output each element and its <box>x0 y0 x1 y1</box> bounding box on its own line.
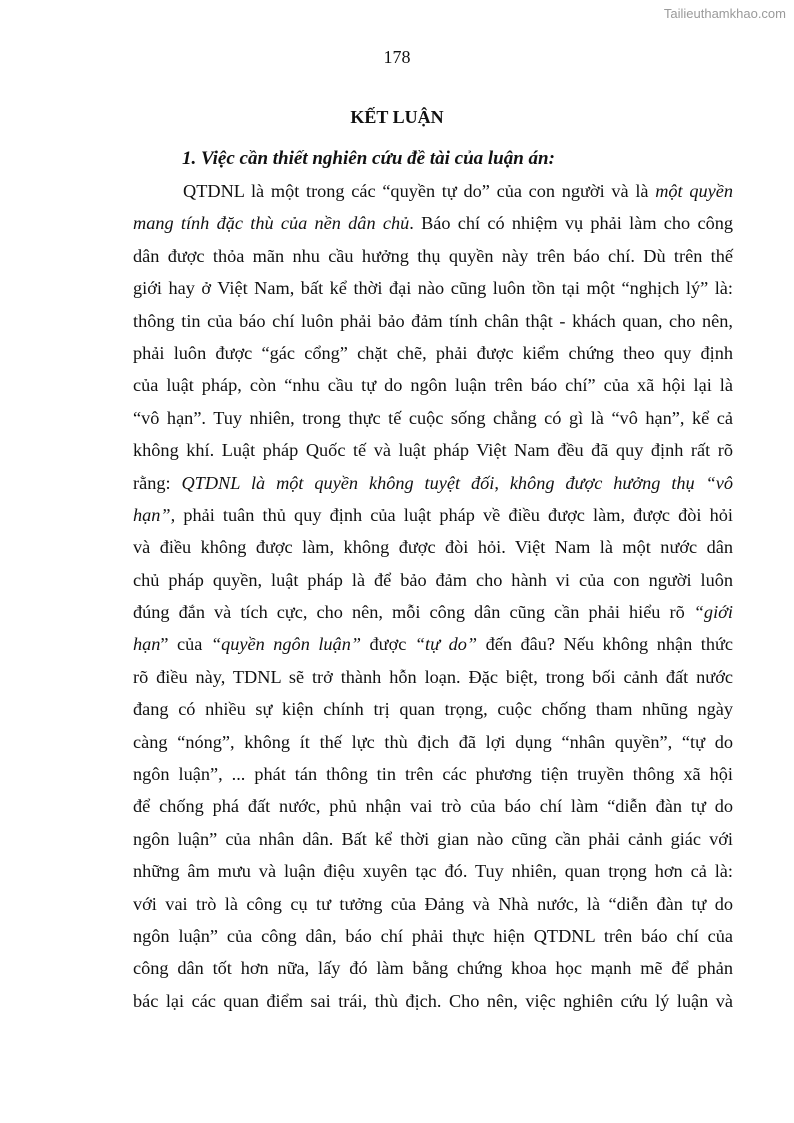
text-line: đang có nhiều sự kiện chính trị quan trọng, cuộc chống tham nhũng ngày <box>133 699 733 720</box>
text-span: đến đâu? Nếu không nhận thức <box>477 634 733 655</box>
text-line: thông tin của báo chí luôn phải bảo đảm tính chân thật - khách quan, cho nên, <box>133 310 733 331</box>
text-line: càng “nóng”, không ít thế lực thù địch đã lợi dụng “nhân quyền”, “tự do <box>133 731 733 752</box>
section-heading: 1. Việc cần thiết nghiên cứu đề tài của luận án: <box>182 148 555 169</box>
text-span: ” của <box>160 634 211 655</box>
page-number: 178 <box>383 47 411 67</box>
text-span: , <box>494 472 510 493</box>
text-span: đúng đắn và tích cực, cho nên, mỗi công dân cũng cần phải hiểu rõ <box>133 602 694 623</box>
text-line: rõ điều này, TDNL sẽ trở thành hỗn loạn. Đặc biệt, trong bối cảnh đất nước <box>133 666 733 687</box>
text-line <box>133 499 733 531</box>
text-line: những âm mưu và luận điệu xuyên tạc đó. Tuy nhiên, quan trọng hơn cả là: <box>133 861 733 882</box>
text-line: dân được thỏa mãn nhu cầu hưởng thụ quyền này trên báo chí. Dù trên thế <box>133 245 733 266</box>
text-line: “vô hạn”. Tuy nhiên, trong thực tế cuộc sống chẳng có gì là “vô hạn”, kể cả <box>133 407 733 428</box>
italic-span: hạn”, <box>133 504 176 525</box>
text-line: chủ pháp quyền, luật pháp là để bảo đảm cho hành vi của con người luôn <box>133 569 733 590</box>
text-line: và điều không được làm, không được đòi hỏi. Việt Nam là một nước dân <box>133 537 733 558</box>
text-line <box>133 207 733 239</box>
text-line: với vai trò là công cụ tư tưởng của Đảng và Nhà nước, là “diễn đàn tự do <box>133 893 733 914</box>
italic-span: “quyền ngôn luận” <box>210 634 362 655</box>
text-span: được <box>361 634 415 655</box>
italic-span: một quyền <box>655 181 733 201</box>
text-line: để chống phá đất nước, phủ nhận vai trò của báo chí làm “diễn đàn tự do <box>133 796 733 817</box>
text-line <box>133 175 733 207</box>
text-span: phải tuân thủ quy định của luật pháp về điều được làm, được đòi hỏi <box>175 504 733 525</box>
text-line <box>133 596 733 628</box>
italic-span: mang tính đặc thù của nền dân chủ <box>133 213 410 234</box>
italic-span: hạn <box>133 634 161 655</box>
text-line: công dân tốt hơn nữa, lấy đó làm bằng chứng khoa học mạnh mẽ để phản <box>133 958 733 979</box>
italic-span: “tự do” <box>414 634 478 655</box>
text-span: rằng: <box>133 472 182 493</box>
text-line <box>133 628 733 660</box>
text-line: của luật pháp, còn “nhu cầu tự do ngôn luận trên báo chí” của xã hội lại là <box>133 375 733 396</box>
watermark: Tailieuthamkhao.com <box>663 6 786 21</box>
text-span: QTDNL là một trong các “quyền tự do” của con người và là <box>183 181 656 201</box>
text-line: phải luôn được “gác cổng” chặt chẽ, phải được kiểm chứng theo quy định <box>133 342 733 363</box>
page-title: KẾT LUẬN <box>350 107 444 127</box>
text-line: ngôn luận”, ... phát tán thông tin trên các phương tiện truyền thông xã hội <box>133 764 733 785</box>
text-line: giới hay ở Việt Nam, bất kể thời đại nào cũng luôn tồn tại một “nghịch lý” là: <box>133 278 733 299</box>
text-line <box>133 467 733 499</box>
text-line: không khí. Luật pháp Quốc tế và luật pháp Việt Nam đều đã quy định rất rõ <box>133 440 733 461</box>
italic-span: “giới <box>693 602 733 623</box>
text-line: ngôn luận” của nhân dân. Bất kể thời gian nào cũng cần phải cảnh giác với <box>133 828 733 849</box>
text-line: ngôn luận” của công dân, báo chí phải thực hiện QTDNL trên báo chí của <box>133 925 733 946</box>
italic-span: QTDNL là một quyền không tuyệt đối <box>181 472 495 493</box>
text-line: bác lại các quan điểm sai trái, thù địch. Cho nên, việc nghiên cứu lý luận và <box>133 990 733 1011</box>
italic-span: không được hưởng thụ “vô <box>509 472 734 493</box>
text-span: . Báo chí có nhiệm vụ phải làm cho công <box>409 213 733 234</box>
body-paragraph <box>133 175 733 1017</box>
